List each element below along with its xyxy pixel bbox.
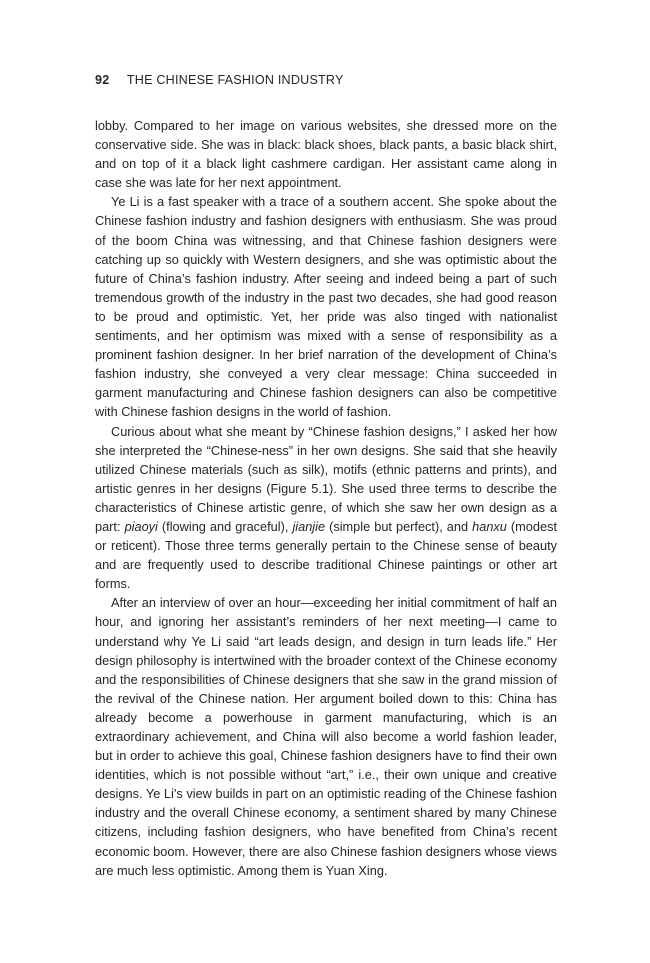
body-text — [95, 116, 557, 880]
text-run: Ye Li is a fast speaker with a trace of a southern accent. She spoke about the Chinese fashion industry and fashion designers with enthusiasm. She was proud of the boom China was witnessing, and that Chinese fashion designers were catching up so quickly with Western designers, and she was optimistic about the future of China’s fashion industry. After seeing and indeed being a part of such tremendous growth of the industry in the past two decades, she had good reason to be proud and optimistic. Yet, her pride was also tinged with nationalist sentiments, and her optimism was mixed with a sense of responsibility as a prominent fashion designer. In her brief narration of the development of China’s fashion industry, she conveyed a very clear message: China succeeded in garment manufacturing and Chinese fashion designers can also be competitive with Chinese fashion designs in the world of fashion. — [95, 194, 557, 420]
paragraph — [95, 192, 557, 421]
paragraph — [95, 116, 557, 192]
paragraph — [95, 593, 557, 879]
italic-term: piaoyi — [124, 518, 158, 534]
paragraph — [95, 422, 557, 594]
italic-term: jianjie — [292, 518, 326, 534]
text-run: (flowing and graceful), — [157, 518, 293, 534]
italic-term: hanxu — [472, 518, 507, 534]
text-run: (modest or reticent). Those three terms generally pertain to the Chinese sense of beauty and are frequently used to describe traditional Chinese paintings or other art forms. — [95, 518, 557, 592]
text-run: Curious about what she meant by “Chinese fashion designs,” I asked her how she interpreted the “Chinese-ness” in her own designs. She said that she heavily utilized Chinese materials (such as silk), motifs (ethnic patterns and prints), and artistic genres in her designs (Figure 5.1). She used three terms to describe the characteristics of Chinese artistic genre, of which she saw her own design as a part: — [95, 423, 557, 534]
text-run: After an interview of over an hour—exceeding her initial commitment of half an hour, and ignoring her assistant’s reminders of her next meeting—I came to understand why Ye Li said “art leads design, and design in turn leads life.” Her design philosophy is intertwined with the broader context of the Chinese economy and the responsibilities of Chinese designers that she saw in the grand mission of the revival of the Chinese nation. Her argument boiled down to this: China has already become a powerhouse in garment manufacturing, which is an extraordinary achievement, and China will also become a world fashion leader, but in order to achieve this goal, Chinese fashion designers have to find their own identities, which is not possible without “art,” i.e., their own unique and creative designs. Ye Li’s view builds in part on an optimistic reading of the Chinese fashion industry and the overall Chinese economy, a sentiment shared by many Chinese citizens, including fashion designers, who have benefited from China’s recent economic boom. However, there are also Chinese fashion designers whose views are much less optimistic. Among them is Yuan Xing. — [95, 595, 557, 878]
running-header — [95, 73, 565, 87]
page-number: 92 — [95, 73, 110, 87]
running-title: THE CHINESE FASHION INDUSTRY — [126, 73, 344, 87]
text-run: lobby. Compared to her image on various websites, she dressed more on the conservative side. She was in black: black shoes, black pants, a basic black shirt, and on top of it a black light cashmere cardigan. Her assistant came along in case she was late for her next appointment. — [95, 118, 557, 191]
text-run: (simple but perfect), and — [325, 518, 473, 534]
